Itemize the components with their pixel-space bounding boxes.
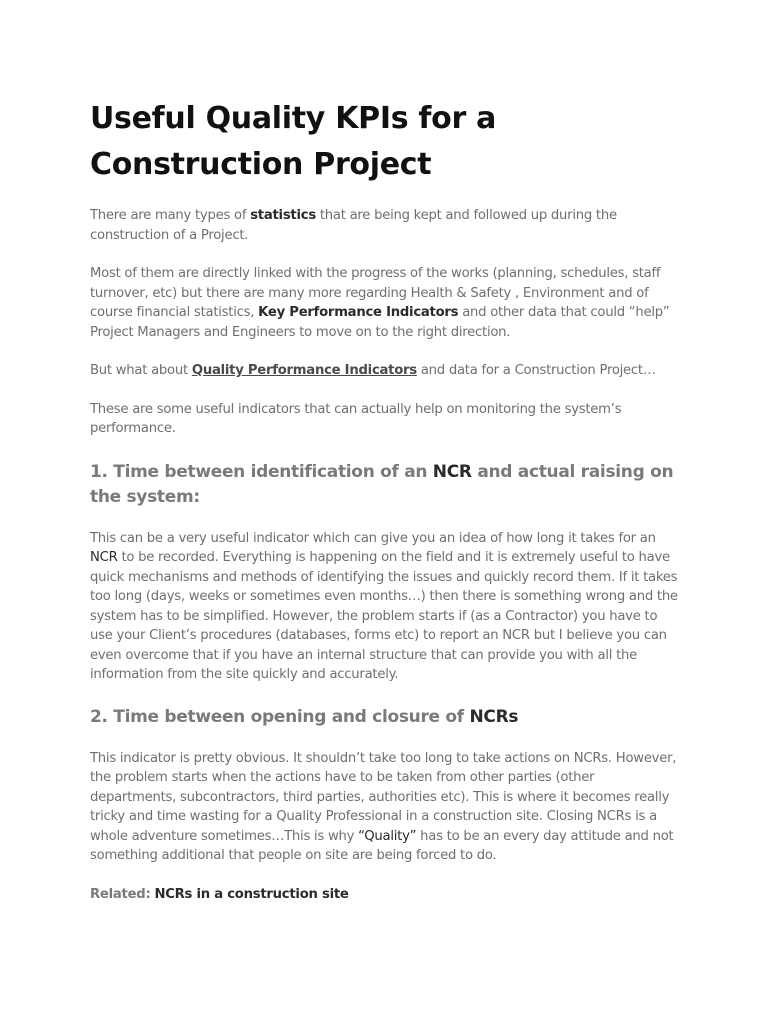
question-text-b: and data for a Construction Project… (416, 363, 656, 378)
article (90, 96, 690, 904)
section-1-body-ncr: NCR (90, 550, 118, 565)
quality-performance-indicators-link[interactable]: Quality Performance Indicators (191, 363, 417, 378)
section-2-body-b: has to be an every day attitude and not something additional that people on site are being forced to do. (90, 828, 674, 863)
section-2-heading (90, 705, 690, 730)
section-1-body-b: to be recorded. Everything is happening on the field and it is extremely useful to have quick mechanisms and methods of identifying the issues and quickly record them. If it takes too long (days, weeks or sometimes even months…) then there is something wrong and the system has to be simplified. However, the problem starts if (as a Contractor) you have to use your Client’s procedures (databases, forms etc) to report an NCR but I believe you can even overcome that if you have an internal structure that can provide you with all the information from the site quickly and accurately. (90, 550, 678, 682)
question-text-a: But what about (90, 363, 192, 378)
section-2-body-a: This indicator is pretty obvious. It shouldn’t take too long to take actions on NCRs. However, the problem starts when the actions have to be taken from other parties (other departments, subcontractors, third parties, authorities etc). This is where it becomes really tricky and time wasting for a Quality Professional in a construction site. Closing NCRs is a whole adventure sometimes…This is why (90, 750, 677, 844)
indicators-intro-paragraph: These are some useful indicators that can actually help on monitoring the system’s performance. (90, 401, 622, 436)
intro-text-a: There are many types of (90, 208, 251, 223)
section-2-heading-a: 2. Time between opening and closure of (90, 706, 470, 727)
progress-paragraph (90, 264, 675, 342)
section-2-body-quality-quote: “Quality” (358, 828, 417, 844)
kpi-bold: Key Performance Indicators (258, 305, 459, 320)
related-link-ncrs[interactable]: NCRs in a construction site (154, 886, 349, 902)
section-2-body (90, 749, 682, 866)
section-1-heading-b: and actual raising on the system: (90, 461, 674, 507)
section-1-body-a: This can be a very useful indicator which can give you an idea of how long it takes for an (90, 530, 656, 546)
section-1-body (90, 529, 682, 685)
progress-text-a: Most of them are directly linked with the progress of the works (planning, schedules, staff turnover, etc) but there are many more regarding Health & Safety , Environment and of course financial statistics, (90, 266, 661, 320)
section-1-heading (90, 460, 690, 510)
related-label: Related: (90, 886, 151, 902)
section-2-heading-ncrs: NCRs (469, 706, 519, 727)
related-line (90, 885, 690, 905)
intro-text-b: that are being kept and followed up during the construction of a Project. (90, 208, 617, 243)
section-1-heading-a: 1. Time between identification of an (90, 461, 433, 482)
page-title: Useful Quality KPIs for a Construction Project (90, 101, 497, 182)
intro-bold-statistics: statistics (250, 208, 316, 223)
intro-paragraph (90, 206, 690, 245)
section-1-heading-ncr: NCR (432, 461, 472, 482)
quality-question-paragraph (90, 361, 690, 381)
progress-text-b: and other data that could “help” Project Managers and Engineers to move on to the right direction. (90, 305, 670, 340)
